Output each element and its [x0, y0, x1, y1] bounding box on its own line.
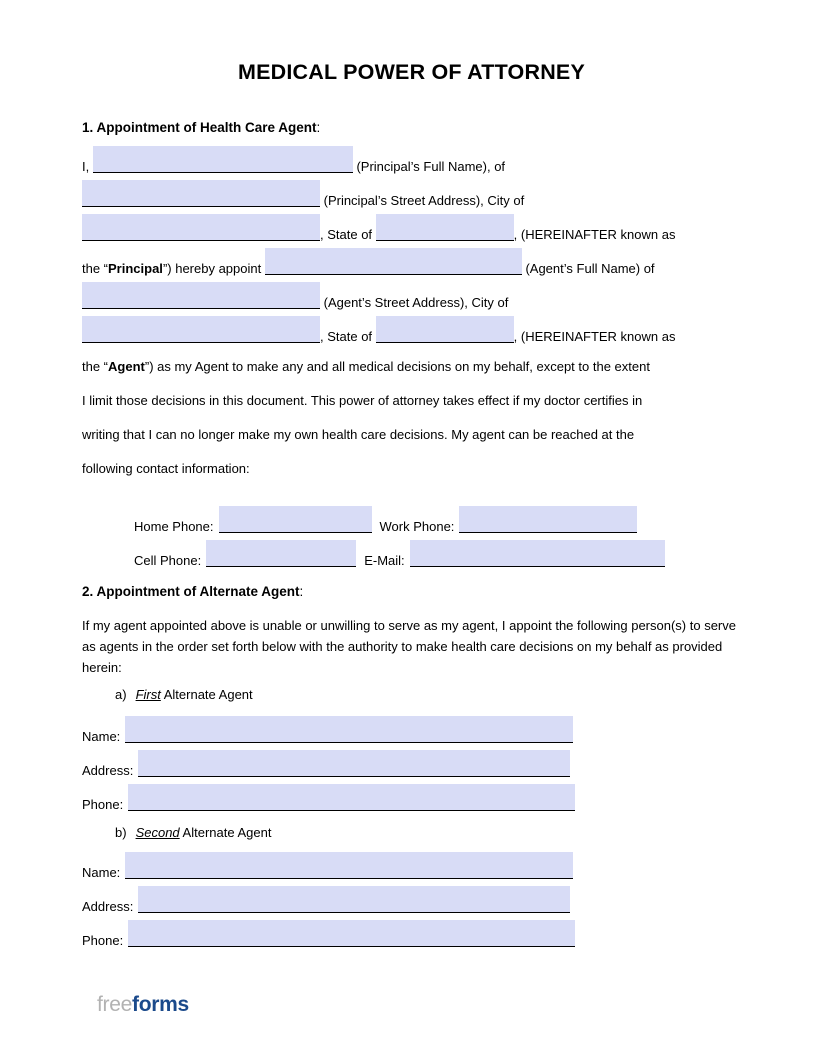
principal-full-name-field[interactable]: [93, 146, 353, 173]
line10-text: following contact information:: [82, 461, 250, 476]
agent-full-name-field[interactable]: [265, 248, 522, 275]
section2-heading: [82, 584, 303, 599]
item-a-emphasis: First: [135, 687, 161, 702]
first-alternate-heading: [115, 684, 253, 705]
cell-phone-field[interactable]: [206, 540, 356, 567]
name-label: Name:: [82, 865, 121, 880]
cell-phone-label: Cell Phone:: [134, 553, 202, 568]
first-alternate-fields: [82, 716, 575, 818]
email-label: E-Mail:: [364, 553, 405, 568]
line9-text: writing that I can no longer make my own health care decisions. My agent can be reached at the: [82, 427, 635, 442]
second-alternate-fields: [82, 852, 575, 954]
line2-post-text: (Principal’s Street Address), City of: [320, 193, 525, 208]
logo-forms-text: forms: [132, 993, 189, 1016]
first-alt-name-row: [82, 716, 575, 750]
section1-body: [82, 146, 754, 486]
section1-heading: [82, 120, 320, 135]
form-line-2: [82, 180, 754, 214]
line3-mid-text: , State of: [320, 227, 376, 242]
second-alternate-heading: [115, 822, 271, 843]
agent-term-bold: Agent: [108, 359, 145, 374]
line4-post-text: (Agent’s Full Name) of: [521, 261, 655, 276]
work-phone-field[interactable]: [459, 506, 637, 533]
form-line-6: [82, 316, 754, 350]
home-phone-label: Home Phone:: [134, 519, 214, 534]
section1-heading-text: 1. Appointment of Health Care Agent: [82, 120, 317, 135]
form-line-3: [82, 214, 754, 248]
first-alt-phone-row: [82, 784, 575, 818]
second-alternate-phone-field[interactable]: [128, 920, 575, 947]
line4-mid-text: ”) hereby appoint: [162, 261, 265, 276]
line6-post-text: , (HEREINAFTER known as: [513, 329, 676, 344]
second-alternate-name-field[interactable]: [125, 852, 573, 879]
second-alt-phone-row: [82, 920, 575, 954]
form-line-8: [82, 384, 754, 418]
section2-heading-colon: :: [299, 584, 304, 599]
page-title: MEDICAL POWER OF ATTORNEY: [237, 60, 586, 84]
second-alt-address-row: [82, 886, 575, 920]
principal-term-bold: Principal: [108, 261, 163, 276]
name-label: Name:: [82, 729, 121, 744]
section2-intro-paragraph: If my agent appointed above is unable or unwilling to serve as my agent, I appoint the following person(s) to serve as agents in the order set forth below with the authority to make health care decisions on my behalf as provided herein:: [82, 618, 736, 675]
item-b-rest-text: Alternate Agent: [179, 825, 272, 840]
principal-state-field[interactable]: [376, 214, 514, 241]
contact-row-1: [134, 506, 665, 540]
second-alt-name-row: [82, 852, 575, 886]
phone-label: Phone:: [82, 933, 124, 948]
line5-post-text: (Agent’s Street Address), City of: [320, 295, 509, 310]
line1-pre-text: I,: [82, 159, 93, 174]
phone-label: Phone:: [82, 797, 124, 812]
form-line-1: [82, 146, 754, 180]
principal-city-field[interactable]: [82, 214, 320, 241]
line6-mid-text: , State of: [320, 329, 376, 344]
email-field[interactable]: [410, 540, 665, 567]
item-a-rest-text: Alternate Agent: [160, 687, 253, 702]
agent-street-address-field[interactable]: [82, 282, 320, 309]
first-alternate-name-field[interactable]: [125, 716, 573, 743]
work-phone-label: Work Phone:: [379, 519, 455, 534]
principal-street-address-field[interactable]: [82, 180, 320, 207]
home-phone-field[interactable]: [219, 506, 372, 533]
address-label: Address:: [82, 763, 134, 778]
agent-city-field[interactable]: [82, 316, 320, 343]
contact-info-block: [134, 506, 665, 574]
form-line-4: [82, 248, 754, 282]
form-line-9: [82, 418, 754, 452]
address-label: Address:: [82, 899, 134, 914]
form-line-5: [82, 282, 754, 316]
section2-heading-text: 2. Appointment of Alternate Agent: [82, 584, 300, 599]
first-alternate-phone-field[interactable]: [128, 784, 575, 811]
line1-post-text: (Principal’s Full Name), of: [352, 159, 506, 174]
line3-post-text: , (HEREINAFTER known as: [513, 227, 676, 242]
first-alternate-address-field[interactable]: [138, 750, 570, 777]
form-line-10: [82, 452, 754, 486]
first-alt-address-row: [82, 750, 575, 784]
line8-text: I limit those decisions in this document. This power of attorney takes effect if my doctor certifies in: [82, 393, 643, 408]
item-b-marker: b): [115, 825, 127, 840]
item-b-emphasis: Second: [135, 825, 180, 840]
line7-pre-text: the “: [82, 359, 109, 374]
form-line-7: [82, 350, 754, 384]
section1-heading-colon: :: [316, 120, 321, 135]
logo-free-text: free: [97, 993, 132, 1016]
item-a-marker: a): [115, 687, 127, 702]
agent-state-field[interactable]: [376, 316, 514, 343]
line4-pre-text: the “: [82, 261, 109, 276]
contact-row-2: [134, 540, 665, 574]
freeforms-logo: [97, 993, 189, 1017]
second-alternate-address-field[interactable]: [138, 886, 570, 913]
line7-post-text: ”) as my Agent to make any and all medical decisions on my behalf, except to the extent: [144, 359, 650, 374]
